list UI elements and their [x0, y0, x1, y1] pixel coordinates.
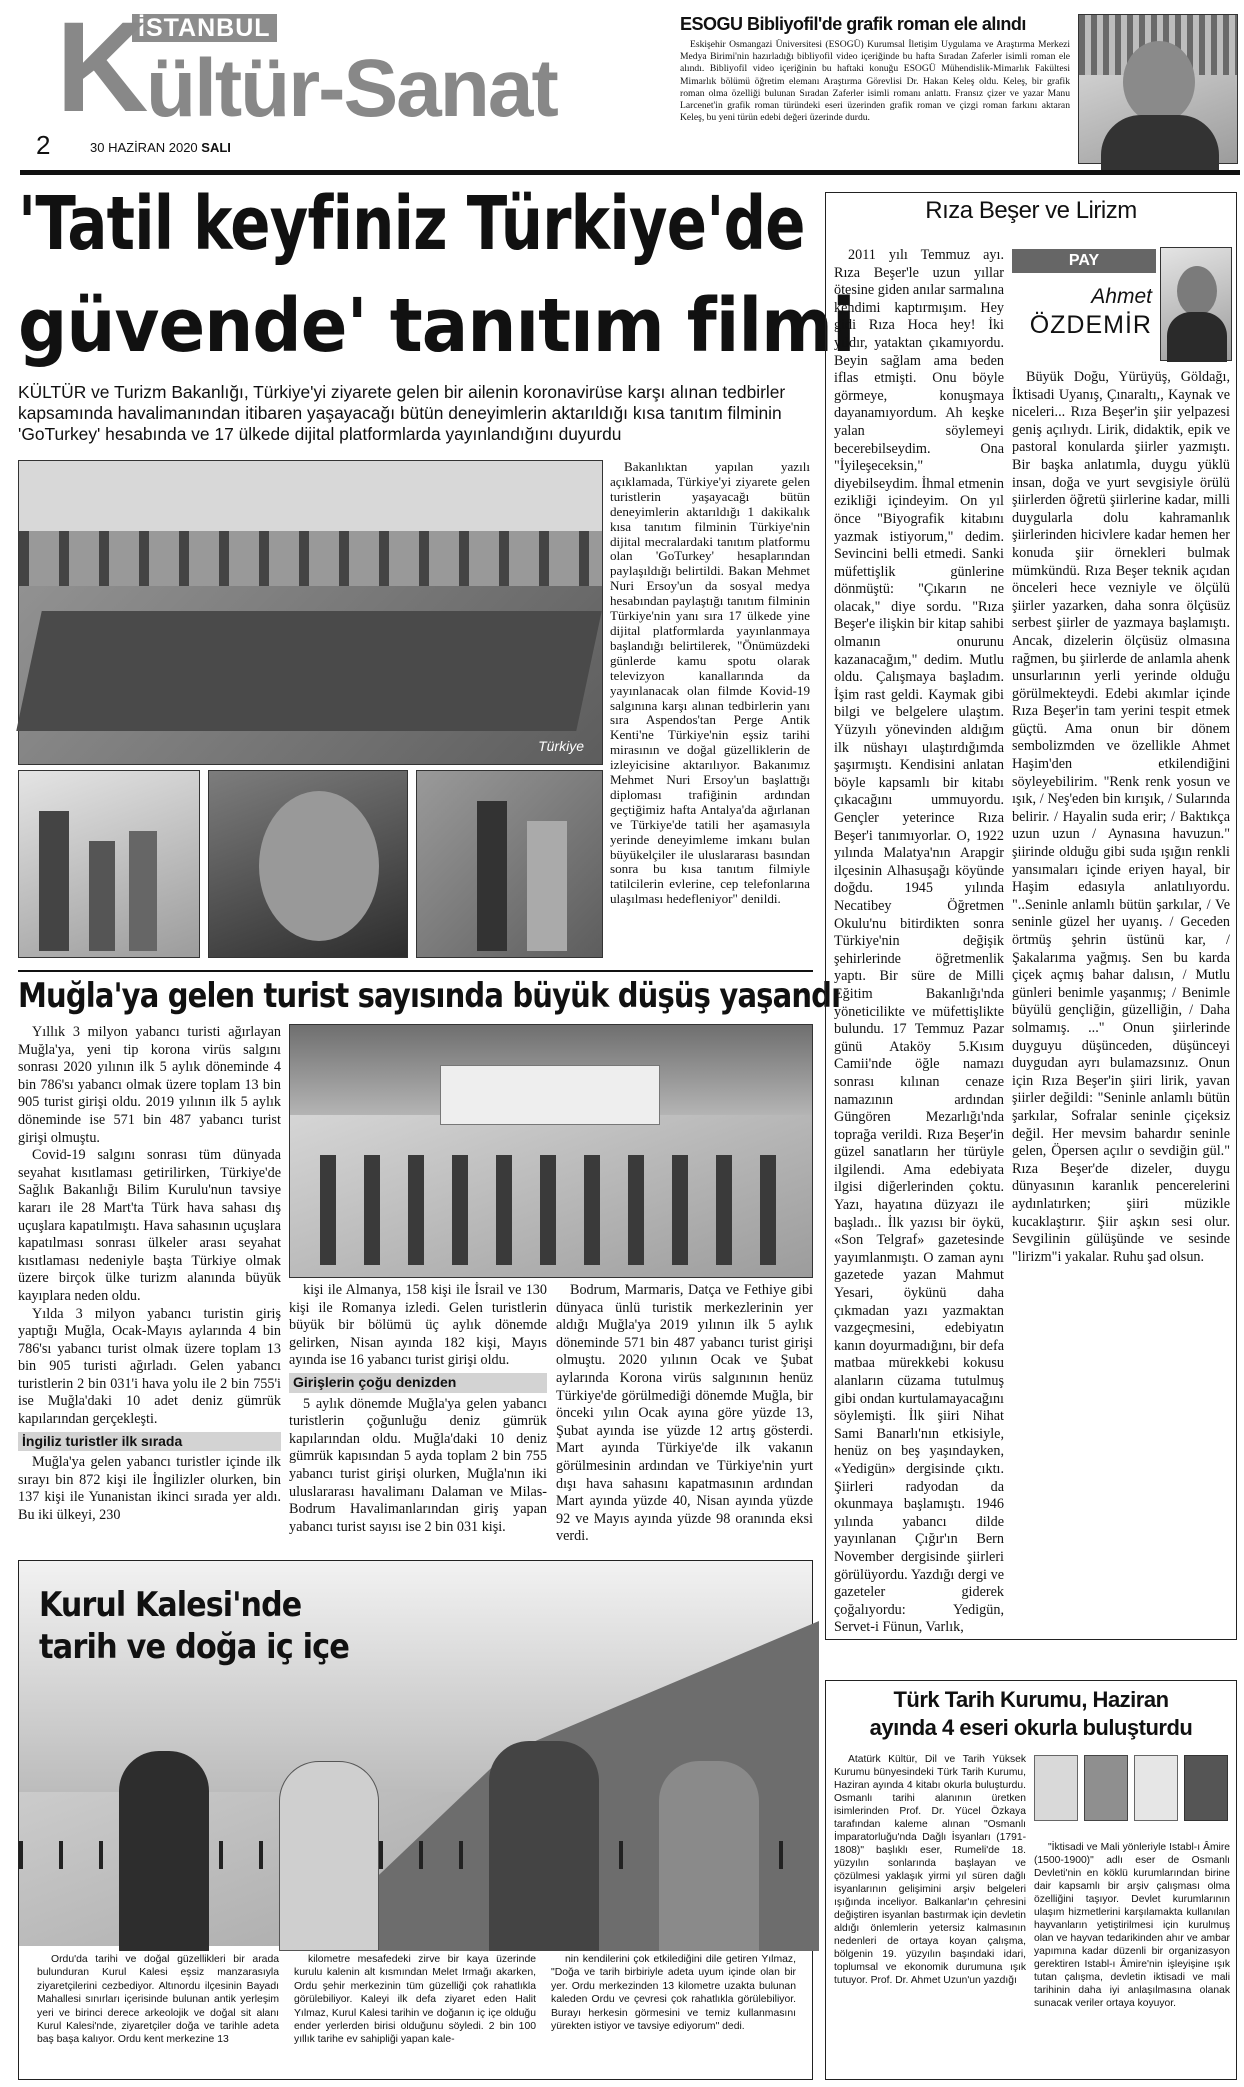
kurul-col2 [294, 1953, 536, 2078]
column-tag: PAY [1012, 249, 1156, 273]
column-col2-text: Büyük Doğu, Yürüyüş, Göldağı, İktisadi Uyanış, Çınaraltı,, Kaynak ve niceleri... Rıza Beşer'in şiir yelpazesi geniş açılıydı. Lirik, didaktik, epik ve pastoral konularda şiirler yazmıştı. Bir başka anlatımla, duygu yüklü insan, doğa ve yurt sevgisiyle örülü şiirlerden öğretü şiirlerine kadar, milli duygularla dolu kahramanlık şiirlerinden hicivlere kadar hemen her konuda şiir örnekleri bulmak mümkündü. Rıza Beşer teknik açıdan önceleri hece vezniyle ve ölçülü şiirler yazarken, daha sonra ölçüsüz serbest şiirler de yazmaya başlamıştı. Ancak, dizelerin ölçüsüz olmasına rağmen, bu şiirlerde de anlamla ahenk unsurlarının yerli yerinde olduğu görülmekteydi. Edebi akımlar içinde Rıza Beşer'in tam yerini tespit etmek güçtü. Ama onun bir dönem sembolizmden ve özellikle Ahmet Haşim'den etkilendiğini söyleyebilirim. "Renk renk yosun ve ışık, / Neş'eden bin kırışık, / Sularında belirir. / Hayalin suda erir; / Baktıkça uzun uzun / Aynasına havuzun." şiirinde olduğu gibi suda ışığın renkli yansımaları içinde eriyen hayal, bir Haşim edasıyla anlatılıyordu. "..Seninle anlamlı bütün şarkılar, / Ve seninle güzel her uyanış. / Geceden örtmüş şehrin üstünü kar, / Şakalarıma yağmış. Sen bu karda çiçek açmış bahar dalısın, / Mutlu günleri benimle yaşanmış; / Benimle büyülü gençliğin, güzelliğin, / Daha solmamış. ..." Onun şiirlerinde duyguyu düşünceden, düşünceyi duygudan ayrı bulamazsınız. Onun için Rıza Beşer'in şiiri lirik, yavan şiirler değildi: "Seninle anlamlı bütün şarkılar, Sofralar seninle çiçeksiz değil. Her mevsim bahardır seninle gelen, Öpersen açılır o sevdiğin gül." Rıza Beşer'de dizeler, duygu dünyasının karanlık pencerelerini aydınlatırken; şiiri müzikle kucaklaştırır. Şiir aşkın sesi olur. Sevgilinin gülüşünde ve sesinde "lirizm"i yakalar. Ruhu şad olsun. [1012, 369, 1230, 1265]
book-cover [1184, 1755, 1228, 1821]
column-box [825, 192, 1237, 1640]
temperature-check-photo [208, 770, 408, 958]
mugla-col3-text: Bodrum, Marmaris, Datça ve Fethiye gibi dünyaca ünlü turistik merkezlerinin yer aldığı Muğla'ya 2019 yılının ilk 5 aylık döneminde 571 bin 487 yabancı turist girişi olmuştu. 2020 yılının Ocak ve Şubat aylarında Korona virüs salgınının henüz Türkiye'de görülmediği dönemde Muğla, bir önceki yılın Ocak ayına göre yüzde 13, Şubat ayında ise yüzde 12 artış gösterdi. Mart ayında Türkiye'de ilk vakanın görülmesinin ardından ve Türkiye'nin yurt dışı hava sahasını kapatmasının ardından Mart ayında yüzde 40, Nisan ayında yüzde 92 ve Mayıs ayında yüzde 98 oranında eksi verdi. [556, 1282, 813, 1545]
mugla-col1b-text: Covid-19 salgını sonrası tüm dünyada seyahat kısıtlaması getirilirken, Türkiye'de Sağlık Bakanlığı Bilim Kurulu'nun tavsiye kararı ile 28 Mart'ta Türk hava sahası dış uçuşlara kapatılmıştı. Hava sahasının uçuşlara kapatılması sonrası ülkeler arası seyahat kısıtlaması nedeniyle başta Türkiye olmak üzere birçok ülke turizm alanında büyük kayıplara neden oldu. [18, 1147, 281, 1304]
column-col1-text: 2011 yılı Temmuz ayı. Rıza Beşer'le uzun yıllar ötesine giden anılar sarmalına kendimi kaptırmışım. Hey gidi Rıza Hoca hey! İki yıldır, yataktan çıkamıyordu. Beyin sağlam ama beden iflas etmişti. Onu böyle görmeye, konuşmaya dayanamıyordum. Ah keşke yalan söylemeyi becerebilseydim. Ona "İyileşeceksin," diyebilseydim. İhmal etmenin ezikliği içindeyim. On yıl önce "Biyografik kitabını yazmak istiyorum," dedim. Sevincini belli etmedi. Sanki müfettişlik günlerine dönmüştü: "Çıkarın ne olacak," diye sordu. "Rıza Beşer'e ilişkin bir kitap sahibi olmanın onurunu kazanacağım," dedim. Mutlu oldu. Çalışmaya başladım. İşim rast geldi. Kaymak gibi bilgi ve belgelere ulaştım. Yüzyılı yönevinden aldığım ilk nüshayı ulaştırdığımda şaşırmıştı. Kendisini anlatan böyle kapsamlı bir kitabı çıkacağını ummuyordu. Gençler yeterince Rıza Beşer'i tanımıyorlar. O, 1922 yılında Malatya'nın Arapgir ilçesinin Alhasuşağı köyünde doğdu. 1945 yılında Necatibey Öğretmen Okulu'nu bitirdikten sonra Türkiye'nin değişik şehirlerinde öğretmenlik yaptı. Bir süre de Milli Eğitim Bakanlığı'nda yöneticilikte ve müfettişlikte bulundu. 17 Temmuz Pazar günü Ataköy 5.Kısım Camii'nde öğle namazı sonrası kılınan cenaze namazının ardından Güngören Mezarlığı'nda toprağa verildi. Rıza Beşer'in güzel sanatların her türüyle ilgilendi. Ama edebiyata ilgisi diğerlerinden çoktu. Yazı, hayatına düzyazı ile başladı.. İlk yazısı bir öykü, «Son Telgraf» gazetesinde yayımlanmıştı. O zaman aynı gazetede yazan Mahmut Yesari, öykünü daha çıkmadan yazı yazmaktan vazgeçmesini, edebiyatın kanın doyurmadığını, bir defa matbaa mürekkebi kokusu alanların cüzama tutulmuş gibi ondan kurtulamayacağını söylemişti. İlk şiiri Nihat Sami Banarlı'nın etkisiyle, henüz on beş yaşındayken, «Yedigün» dergisinde çıktı. Şiirleri radyodan da okunmaya başlamıştı. 1946 yılında yabancı dilde yayınlanan Çığır'ın Bern November dergisinde şiirleri görülüyordu. Yazdığı dergi ve gazeteler giderek çoğalıyordu: Yedigün, Servet-i Fünun, Varlık, [834, 247, 1004, 1636]
mugla-subhead-1: İngiliz turistler ilk sırada [18, 1432, 281, 1452]
top-story [680, 14, 1070, 164]
ttk-title-line2: ayında 4 eseri okurla buluşturdu [869, 1715, 1193, 1740]
main-headline-line2: güvende' tanıtım filmi [18, 283, 855, 369]
column-title: Rıza Beşer ve Lirizm [925, 197, 1137, 224]
tourists-walking-photo [289, 1024, 813, 1278]
main-story-text: Bakanlıktan yapılan yazılı açıklamada, Türkiye'yi ziyarete gelen turistlerin yaşayacağı bütün deneyimlerin aktarıldığı 1 dakikalık kısa tanıtım filminin Türkiye'nin dijital mecralardaki tanıtım platformu olan 'GoTurkey' hesaplarından paylaşıldığı belirtildi. Bakan Mehmet Nuri Ersoy'un da sosyal medya hesabından paylaştığı tanıtım filminin Türkiye'nin yanı sıra 17 ülkede yine dijital platformlarda yayınlanmaya başlandığı belirtilerek, "Önümüzdeki günlerde kamu spotu olarak televizyon kanallarında da yayınlanacak olan filmde Kovid-19 salgınına karşı alınan tedbirlerin yanı sıra Aspendos'tan Perge Antik Kenti'ne Türkiye'nin eşsiz tarihi mirasının ve doğal güzelliklerin de izleyicisine aktarılıyor. Bakanımız Mehmet Nuri Ersoy'un başlattığı diploması trafiğinin ardından geçtiğimiz hafta Antalya'da ağırlanan ve Türkiye'de tatili her aşamasıyla yerinde deneyimleme imkanı bulan büyükelçiler ile uluslararası basından sonra bu kısa tanıtım filmiyle tatilcilerin evlerine, cep telefonlarına ulaşılması hedefleniyor" denildi. [610, 459, 810, 907]
date: 30 HAZİRAN 2020 [90, 140, 198, 155]
mugla-col1-text: Yıllık 3 milyon yabancı turisti ağırlayan Muğla'ya, yeni tip korona virüs salgını sonrası 2020 yılının ilk 5 aylık döneminde 4 bin 786'sı yabancı olmak üzere toplam 13 bin 905 turist girişi oldu. 2019 yılının ilk 5 aylık döneminde ise 571 bin 487 yabancı turist girişi olmuştu. [18, 1024, 281, 1146]
ttk-title-line1: Türk Tarih Kurumu, Haziran [893, 1687, 1169, 1712]
kurul-box [18, 1560, 813, 2080]
hakan-keles-photo [1078, 14, 1238, 164]
masthead-istanbul: İSTANBUL [132, 14, 277, 42]
mugla-col2-text: kişi ile Almanya, 158 kişi ile İsrail ve 130 kişi ile Romanya izledi. Gelen turistlerin büyük bir bölümü üç aylık dönemde gelirken, Nisan ayında 182 kişi, Mayıs ayında ise 16 yabancı turist girişi oldu. [289, 1282, 547, 1369]
masthead-date [90, 140, 231, 155]
airport-family-photo [18, 770, 200, 958]
author-first-name: Ahmet [1091, 285, 1152, 308]
kurul-col1 [37, 1953, 279, 2078]
hotel-pool-photo [18, 460, 603, 765]
restaurant-photo [416, 770, 603, 958]
book-cover [1134, 1755, 1178, 1821]
main-headline-line1: 'Tatil keyfiniz Türkiye'de [18, 181, 805, 267]
top-story-body: Eskişehir Osmangazi Üniversitesi (ESOGÜ) Kurumsal İletişim Uygulama ve Araştırma Merkezi Medya Birimi'nin hazırladığı bibliyofil video içeriğinde bu hafta Sıradan Zaferler isimli roman ele alındı. Bibliyofil video içeriğinin bu haftaki konuğu ESOGÜ Mühendislik-Mimarlık Fakültesi Mimarlık bölümü öğretim elemanı Araştırma Görevlisi Dr. Hakan Keleş oldu. Keleş, bir grafik roman olma özelliği bulunan Sıradan Zaferler isimli romanı anlattı. Fransız çizer ve yazar Manu Larcenet'in grafik roman türündeki eseri üzerinden grafik roman ve çizgi roman farkını aktaran Keleş, bu yeni türün edebi değeri üzerinde durdu. [680, 39, 1070, 124]
ttk-box [825, 1680, 1237, 2080]
main-story-body [610, 460, 810, 960]
main-story-rule [18, 970, 813, 972]
kurul-col2-text: kilometre mesafedeki zirve bir kaya üzerinde kurulu kalenin alt kısmından Melet Irmağı akarken, Ordu şehir merkezinin tüm güzelliği çok rahatlıkla görülebiliyor. Kaleyi ilk defa ziyaret eden Halit Yılmaz, Kurul Kalesi tarihin ve doğanın iç içe olduğu ender yerlerden birisi olduğunu söyledi. 2 bin 100 yıllık tarihe ev sahipliği yapan kale- [294, 1954, 536, 2046]
mugla-col3 [556, 1282, 813, 1545]
book-covers [1034, 1755, 1232, 1825]
ttk-col2 [1034, 1841, 1230, 2077]
masthead-rule [20, 170, 1240, 175]
kurul-col1-text: Ordu'da tarihi ve doğal güzellikleri bir arada bulunduran Kurul Kalesi eşsiz manzarasıyla ziyaretçilerini cezbediyor. Altınordu ilçesinin Bayadı Mahallesi sınırları içerisinde bulunan antik yerleşim yeri ve birinci derece arkeolojik ve doğal sit alanı Kurul Kalesi'nde, ziyaretçiler doğa ve tarihle adeta baş başa kalıyor. Ordu kent merkezine 13 [37, 1954, 279, 2046]
author-last-name: ÖZDEMİR [1029, 311, 1152, 339]
ttk-col1 [834, 1753, 1026, 2077]
kurul-col3-text: nin kendilerini çok etkilediğini dile getiren Yılmaz, "Doğa ve tarih birbiriyle adeta uyum içinde olan bir yer. Ordu merkezinden 13 kilometre uzakta bulunan kaleden Ordu ve çevresi çok rahatlıkla görülebiliyor. Burayı herkesin görmesini ve temiz kullanmasını yürekten istiyor ve tavsiye ediyorum" dedi. [551, 1954, 796, 2033]
kurul-headline-line1: Kurul Kalesi'nde [39, 1585, 302, 1625]
mugla-headline: Muğla'ya gelen turist sayısında büyük düşüş yaşandı [18, 976, 841, 1016]
mugla-col2 [289, 1282, 547, 1535]
ttk-col1-text: Atatürk Kültür, Dil ve Tarih Yüksek Kurumu bünyesindeki Türk Tarih Kurumu, Haziran ayında 4 kitabı okurla buluşturdu. Osmanlı tarihi alanının üretken isimlerinden Prof. Dr. Yücel Özkaya tarafından kaleme alınan "Osmanlı İmparatorluğu'nda Dağlı İsyanları (1791-1808)" başlıklı eser, Rumeli'de 18. yüzyılın sonlarında başlayan ve çözülmesi yaklaşık yirmi yıl süren dağlı isyanlarının gelişimini arşiv belgeleri ışığında inceliyor. Balkanlar'ın çehresini değiştiren isyanlan bastırmak için devletin aldığı önlemlerin yetersiz kalmasının nedenleri de ortaya koyan çalışma, bölgenin 19. yüzyılın başındaki idari, toplumsal ve ekonomik durumuna ışık tutuyor. Prof. Dr. Ahmet Uzun'un yazdığı [834, 1754, 1026, 1986]
masthead-title-k: K [56, 0, 149, 139]
mugla-col1c-text: Yılda 3 milyon yabancı turistin giriş yaptığı Muğla, Ocak-Mayıs aylarında 4 bin 786'sı yabancı turist olmak üzere toplam 13 bin 905 turisti ağırladı. Gelen yabancı turistlerin 2 bin 031'i hava yolu ile 2 bin 755'i ise Muğla'daki 10 adet deniz gümrük kapılarından gerçekleşti. [18, 1305, 281, 1428]
weekday: SALI [201, 140, 231, 155]
author-photo [1160, 247, 1232, 361]
mugla-col1 [18, 1024, 281, 1524]
ttk-col2-text: "İktisadi ve Mali yönleriyle Istabl-ı Âmire (1500-1900)" adlı eser de Osmanlı Devleti'nin en köklü kurumlarından birine dair kapsamlı bir arşiv çalışması olma özelliğini taşıyor. Devlet kurumlarının ulaşım hizmetlerini karşılamakta kullanılan hayvanların yetiştirilmesi için kurulmuş olan ve hayvan tedarikinden ahır ve ambar yapımına kadar düzenli bir organizasyon gerektiren Istabl-ı Âmire'nin işleyişine ışık tutan çalışma, devletin iktisadi ve mali tarihinin daha iyi anlaşılmasına olanak sunacak veriler ortaya koyuyor. [1034, 1842, 1230, 2009]
kurul-col3 [551, 1953, 796, 2078]
masthead-title: ültür-Sanat [146, 43, 557, 134]
column-col2 [1012, 369, 1230, 1635]
mugla-subhead-2: Girişlerin çoğu denizden [289, 1373, 547, 1393]
book-cover [1084, 1755, 1128, 1821]
kurul-headline-line2: tarih ve doğa iç içe [39, 1627, 350, 1667]
mugla-col2b-text: 5 aylık dönemde Muğla'ya gelen yabancı turistlerin çoğunluğu deniz gümrük kapılarından oldu. Muğla'daki 10 deniz gümrük kapısından 5 ayda toplam 2 bin 755 yabancı turist girişi olurken, Muğla'nın iki uluslararası havalimanı Dalaman ve Milas-Bodrum Havalimanlarından giriş yapan yabancı turist sayısı ise 2 bin 031 kişi. [289, 1395, 547, 1535]
mugla-col1d-text: Muğla'ya gelen yabancı turistler içinde ilk sırayı bin 872 kişi ile İngilizler olurken, bin 137 kişi ile Yunanistan ikinci sırada yer aldı. Bu iki ülkeyi, 230 [18, 1454, 281, 1524]
column-col1 [834, 247, 1004, 1635]
page-number: 2 [36, 130, 51, 160]
turkiye-logo: Türkiye [538, 738, 584, 754]
main-deck: KÜLTÜR ve Turizm Bakanlığı, Türkiye'yi ziyarete gelen bir ailenin koronavirüse karşı alınan tedbirler kapsamında havalimanından itibaren yaşayacağı bütün deneyimlerin aktarıldığı kısa tanıtım filminin 'GoTurkey' hesabında ve 17 ülkede dijital platformlarda yayınlandığını duyurdu [18, 382, 786, 444]
masthead [20, 0, 670, 160]
top-story-title: ESOGU Bibliyofil'de grafik roman ele alındı [680, 14, 1026, 34]
kurul-castle-photo [19, 1561, 812, 1946]
book-cover [1034, 1755, 1078, 1821]
